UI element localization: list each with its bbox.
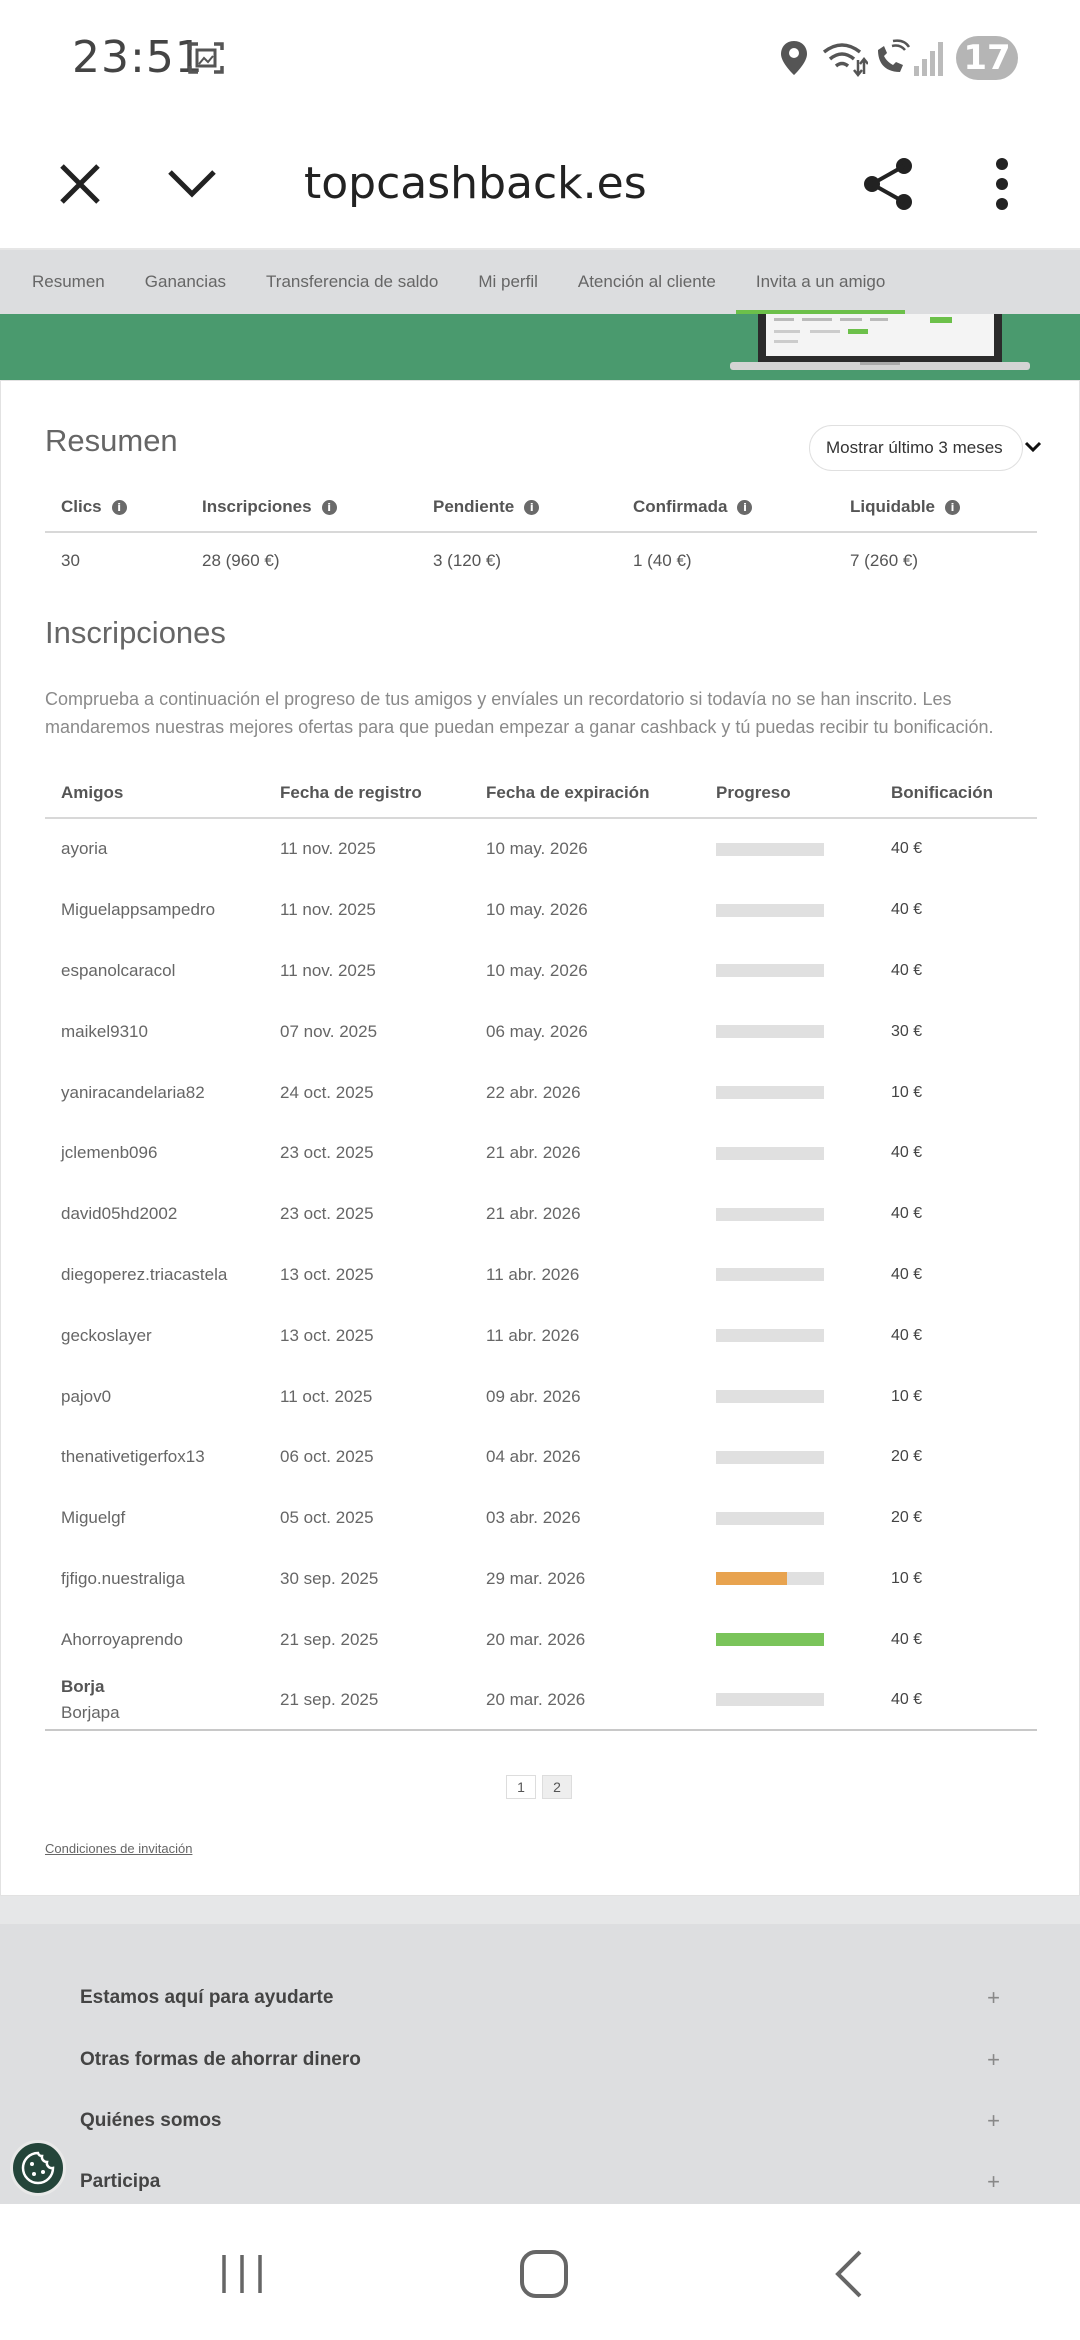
summary-title: Resumen <box>45 423 178 458</box>
cell-progress <box>700 964 875 977</box>
cell-registered: 23 oct. 2025 <box>280 1204 374 1224</box>
cell-progress <box>700 904 875 917</box>
cell-progress <box>700 1268 875 1281</box>
page-button[interactable]: 1 <box>506 1775 536 1799</box>
cell-registered: 11 nov. 2025 <box>280 900 376 920</box>
header-fecha-registro: Fecha de registro <box>280 783 422 802</box>
tab-atencion-cliente[interactable]: Atención al cliente <box>577 272 716 291</box>
plus-icon: + <box>987 2169 1000 2194</box>
cell-expires: 29 mar. 2026 <box>486 1568 586 1588</box>
table-row <box>45 1488 1037 1549</box>
status-time: 23:51 <box>72 32 204 83</box>
header-fecha-expiracion: Fecha de expiración <box>486 783 650 802</box>
laptop-illustration <box>730 314 1030 370</box>
header-bonificacion: Bonificación <box>891 783 994 802</box>
wifi-call-icon <box>872 38 910 78</box>
cell-friend-name <box>45 1674 264 1726</box>
cell-progress <box>700 1329 875 1342</box>
summary-header-confirmada: Confirmada i <box>617 497 834 517</box>
cookie-settings-button[interactable] <box>10 2140 66 2196</box>
cell-friend-name: maikel9310 <box>61 1021 148 1041</box>
progress-bar <box>716 1512 824 1525</box>
cell-bonus: 40 € <box>891 1205 923 1223</box>
progress-bar <box>716 843 824 856</box>
chevron-down-icon <box>166 164 218 204</box>
more-options-button[interactable] <box>964 146 1040 222</box>
cell-friend-name: Miguelgf <box>61 1508 126 1528</box>
more-vert-icon <box>992 156 1012 212</box>
table-row <box>45 941 1037 1002</box>
cell-friend-name: pajov0 <box>61 1386 112 1406</box>
notification-badge: 17 <box>956 36 1018 80</box>
content-card <box>0 380 1080 1896</box>
location-icon <box>776 38 812 78</box>
progress-bar <box>716 1390 824 1403</box>
footer-spacer <box>0 1896 1080 1924</box>
cell-progress <box>700 1208 875 1221</box>
cell-expires: 03 abr. 2026 <box>486 1508 581 1528</box>
cell-expires: 10 may. 2026 <box>486 839 588 859</box>
account-tabs <box>0 250 1080 314</box>
progress-bar <box>716 1086 824 1099</box>
cell-registered: 11 nov. 2025 <box>280 960 376 980</box>
table-row <box>45 1305 1037 1366</box>
cell-bonus: 40 € <box>891 961 923 979</box>
minimize-button[interactable] <box>154 146 230 222</box>
share-button[interactable] <box>850 146 926 222</box>
cell-friend-name: geckoslayer <box>61 1325 152 1345</box>
summary-table <box>45 483 1037 589</box>
pagination <box>506 1775 572 1799</box>
cell-bonus: 10 € <box>891 1083 923 1101</box>
cell-registered: 30 sep. 2025 <box>280 1568 379 1588</box>
cell-registered: 07 nov. 2025 <box>280 1021 378 1041</box>
close-tab-button[interactable] <box>42 146 118 222</box>
progress-bar <box>716 1451 824 1464</box>
cell-expires: 22 abr. 2026 <box>486 1082 581 1102</box>
header-amigos: Amigos <box>61 783 124 802</box>
cell-friend-name: jclemenb096 <box>61 1143 158 1163</box>
cell-registered: 05 oct. 2025 <box>280 1508 374 1528</box>
cell-progress <box>700 1086 875 1099</box>
cell-bonus: 10 € <box>891 1569 923 1587</box>
plus-icon: + <box>987 2108 1000 2133</box>
wifi-data-icon <box>820 38 868 78</box>
cell-bonus: 40 € <box>891 1326 923 1344</box>
friend-name: Borja <box>61 1676 105 1696</box>
summary-header-inscripciones: Inscripciones i <box>186 497 417 517</box>
info-icon[interactable]: i <box>112 500 127 515</box>
cell-bonus: 30 € <box>891 1022 923 1040</box>
back-icon <box>828 2248 868 2300</box>
tab-invita-amigo[interactable]: Invita a un amigo <box>736 250 905 314</box>
summary-header-pendiente: Pendiente i <box>417 497 617 517</box>
home-button[interactable] <box>504 2244 584 2304</box>
summary-value-confirmada: 1 (40 €) <box>633 551 692 570</box>
period-select[interactable]: Mostrar último 3 meses <box>809 425 1023 471</box>
share-icon <box>860 156 916 212</box>
cell-friend-name: yaniracandelaria82 <box>61 1082 205 1102</box>
info-icon[interactable]: i <box>945 500 960 515</box>
summary-value-liquidable: 7 (260 €) <box>850 551 919 570</box>
referrals-body <box>45 819 1037 1731</box>
referrals-header-row <box>45 769 1037 819</box>
recent-apps-button[interactable] <box>202 2244 282 2304</box>
cell-friend-name: Ahorroyaprendo <box>61 1629 183 1649</box>
progress-bar <box>716 904 824 917</box>
cell-bonus: 40 € <box>891 1630 923 1648</box>
cell-friend-name: espanolcaracol <box>61 960 176 980</box>
cell-expires: 10 may. 2026 <box>486 960 588 980</box>
cell-expires: 06 may. 2026 <box>486 1021 588 1041</box>
invite-banner <box>0 314 1080 380</box>
progress-bar <box>716 1025 824 1038</box>
cell-registered: 11 oct. 2025 <box>280 1386 373 1406</box>
cell-bonus: 40 € <box>891 1690 923 1708</box>
cell-expires: 10 may. 2026 <box>486 900 588 920</box>
screenshot-icon <box>186 38 226 78</box>
cell-expires: 20 mar. 2026 <box>486 1629 586 1649</box>
cell-progress <box>700 1451 875 1464</box>
cell-registered: 13 oct. 2025 <box>280 1325 374 1345</box>
url-text[interactable]: topcashback.es <box>304 158 647 209</box>
table-row <box>45 1184 1037 1245</box>
cell-bonus: 40 € <box>891 1265 923 1283</box>
home-icon <box>518 2248 570 2300</box>
footer-item-ahorrar[interactable]: Otras formas de ahorrar dinero + <box>80 2047 1000 2072</box>
tab-transferencia[interactable]: Transferencia de saldo <box>266 272 439 291</box>
footer-item-ayuda[interactable]: Estamos aquí para ayudarte + <box>80 1985 1000 2010</box>
table-row <box>45 1366 1037 1427</box>
cell-friend-name: diegoperez.triacastela <box>61 1264 228 1284</box>
table-row <box>45 1549 1037 1610</box>
table-row <box>45 1245 1037 1306</box>
cell-friend-name: ayoria <box>61 839 108 859</box>
progress-bar <box>716 1329 824 1342</box>
progress-bar <box>716 1572 824 1585</box>
cell-registered: 11 nov. 2025 <box>280 839 376 859</box>
plus-icon: + <box>987 1985 1000 2010</box>
recent-apps-icon <box>218 2251 266 2297</box>
cell-progress <box>700 1390 875 1403</box>
cell-progress <box>700 1025 875 1038</box>
table-row <box>45 1123 1037 1184</box>
browser-toolbar <box>0 118 1080 250</box>
progress-bar <box>716 1147 824 1160</box>
cell-registered: 06 oct. 2025 <box>280 1447 374 1467</box>
system-nav-bar <box>0 2204 1080 2340</box>
cell-registered: 21 sep. 2025 <box>280 1629 379 1649</box>
table-row <box>45 1001 1037 1062</box>
footer-item-participa[interactable]: Participa + <box>80 2169 1000 2194</box>
referrals-description: Comprueba a continuación el progreso de tus amigos y envíales un recordatorio si todavía no se han inscrito. Les mandaremos nuestras mejores ofertas para que puedan empezar a ganar cashback y tú puedas recibir tu bonificación. <box>45 689 994 737</box>
tab-mi-perfil[interactable]: Mi perfil <box>478 272 538 291</box>
footer <box>0 1924 1080 2204</box>
referrals-table <box>45 769 1037 1731</box>
table-row <box>45 819 1037 880</box>
cell-progress <box>700 1572 875 1585</box>
cell-expires: 21 abr. 2026 <box>486 1204 581 1224</box>
cell-bonus: 10 € <box>891 1387 923 1405</box>
progress-bar <box>716 964 824 977</box>
summary-value-inscripciones: 28 (960 €) <box>202 551 280 570</box>
footer-item-quienes-somos[interactable]: Quiénes somos + <box>80 2108 1000 2133</box>
header-progreso: Progreso <box>716 783 791 802</box>
cell-progress <box>700 843 875 856</box>
cell-friend-name: david05hd2002 <box>61 1204 178 1224</box>
progress-bar <box>716 1633 824 1646</box>
status-bar <box>0 0 1080 118</box>
cell-progress <box>700 1147 875 1160</box>
cell-friend-name: thenativetigerfox13 <box>61 1447 205 1467</box>
cell-bonus: 40 € <box>891 840 923 858</box>
cell-bonus: 20 € <box>891 1509 923 1527</box>
summary-value-clics: 30 <box>61 551 80 570</box>
progress-bar <box>716 1693 824 1706</box>
cell-expires: 09 abr. 2026 <box>486 1386 581 1406</box>
cell-expires: 21 abr. 2026 <box>486 1143 581 1163</box>
referrals-title: Inscripciones <box>45 615 226 650</box>
cell-registered: 24 oct. 2025 <box>280 1082 374 1102</box>
back-button[interactable] <box>808 2244 888 2304</box>
table-row <box>45 1609 1037 1670</box>
summary-value-pendiente: 3 (120 €) <box>433 551 502 570</box>
info-icon[interactable]: i <box>524 500 539 515</box>
cell-expires: 20 mar. 2026 <box>486 1689 586 1709</box>
signal-icon <box>912 38 946 78</box>
cell-progress <box>700 1633 875 1646</box>
chevron-down-icon[interactable] <box>1023 437 1043 457</box>
cell-registered: 21 sep. 2025 <box>280 1689 379 1709</box>
close-icon <box>56 160 104 208</box>
cell-bonus: 40 € <box>891 901 923 919</box>
summary-header-liquidable: Liquidable i <box>834 497 1037 517</box>
table-row <box>45 1427 1037 1488</box>
tab-resumen[interactable]: Resumen <box>32 272 105 291</box>
info-icon[interactable]: i <box>322 500 337 515</box>
cell-expires: 11 abr. 2026 <box>486 1325 580 1345</box>
tab-ganancias[interactable]: Ganancias <box>144 272 227 291</box>
cell-progress <box>700 1693 875 1706</box>
page-button[interactable]: 2 <box>542 1775 572 1799</box>
cell-bonus: 40 € <box>891 1144 923 1162</box>
cell-registered: 13 oct. 2025 <box>280 1264 374 1284</box>
summary-header-clics: Clics i <box>45 497 186 517</box>
summary-header-row <box>45 483 1037 533</box>
summary-values-row <box>45 533 1037 589</box>
table-row <box>45 1670 1037 1731</box>
progress-fill <box>716 1633 824 1646</box>
progress-fill <box>716 1572 787 1585</box>
plus-icon: + <box>987 2047 1000 2072</box>
cell-friend-name: fjfigo.nuestraliga <box>61 1568 185 1588</box>
progress-bar <box>716 1268 824 1281</box>
cell-expires: 04 abr. 2026 <box>486 1447 581 1467</box>
cell-expires: 11 abr. 2026 <box>486 1264 580 1284</box>
cell-progress <box>700 1512 875 1525</box>
conditions-link[interactable]: Condiciones de invitación <box>45 1841 193 1856</box>
cookie-icon <box>20 2150 56 2186</box>
table-row <box>45 880 1037 941</box>
table-row <box>45 1062 1037 1123</box>
info-icon[interactable]: i <box>737 500 752 515</box>
cell-friend-name: Miguelappsampedro <box>61 900 216 920</box>
friend-username: Borjapa <box>61 1702 120 1722</box>
progress-bar <box>716 1208 824 1221</box>
cell-bonus: 20 € <box>891 1448 923 1466</box>
cell-registered: 23 oct. 2025 <box>280 1143 374 1163</box>
